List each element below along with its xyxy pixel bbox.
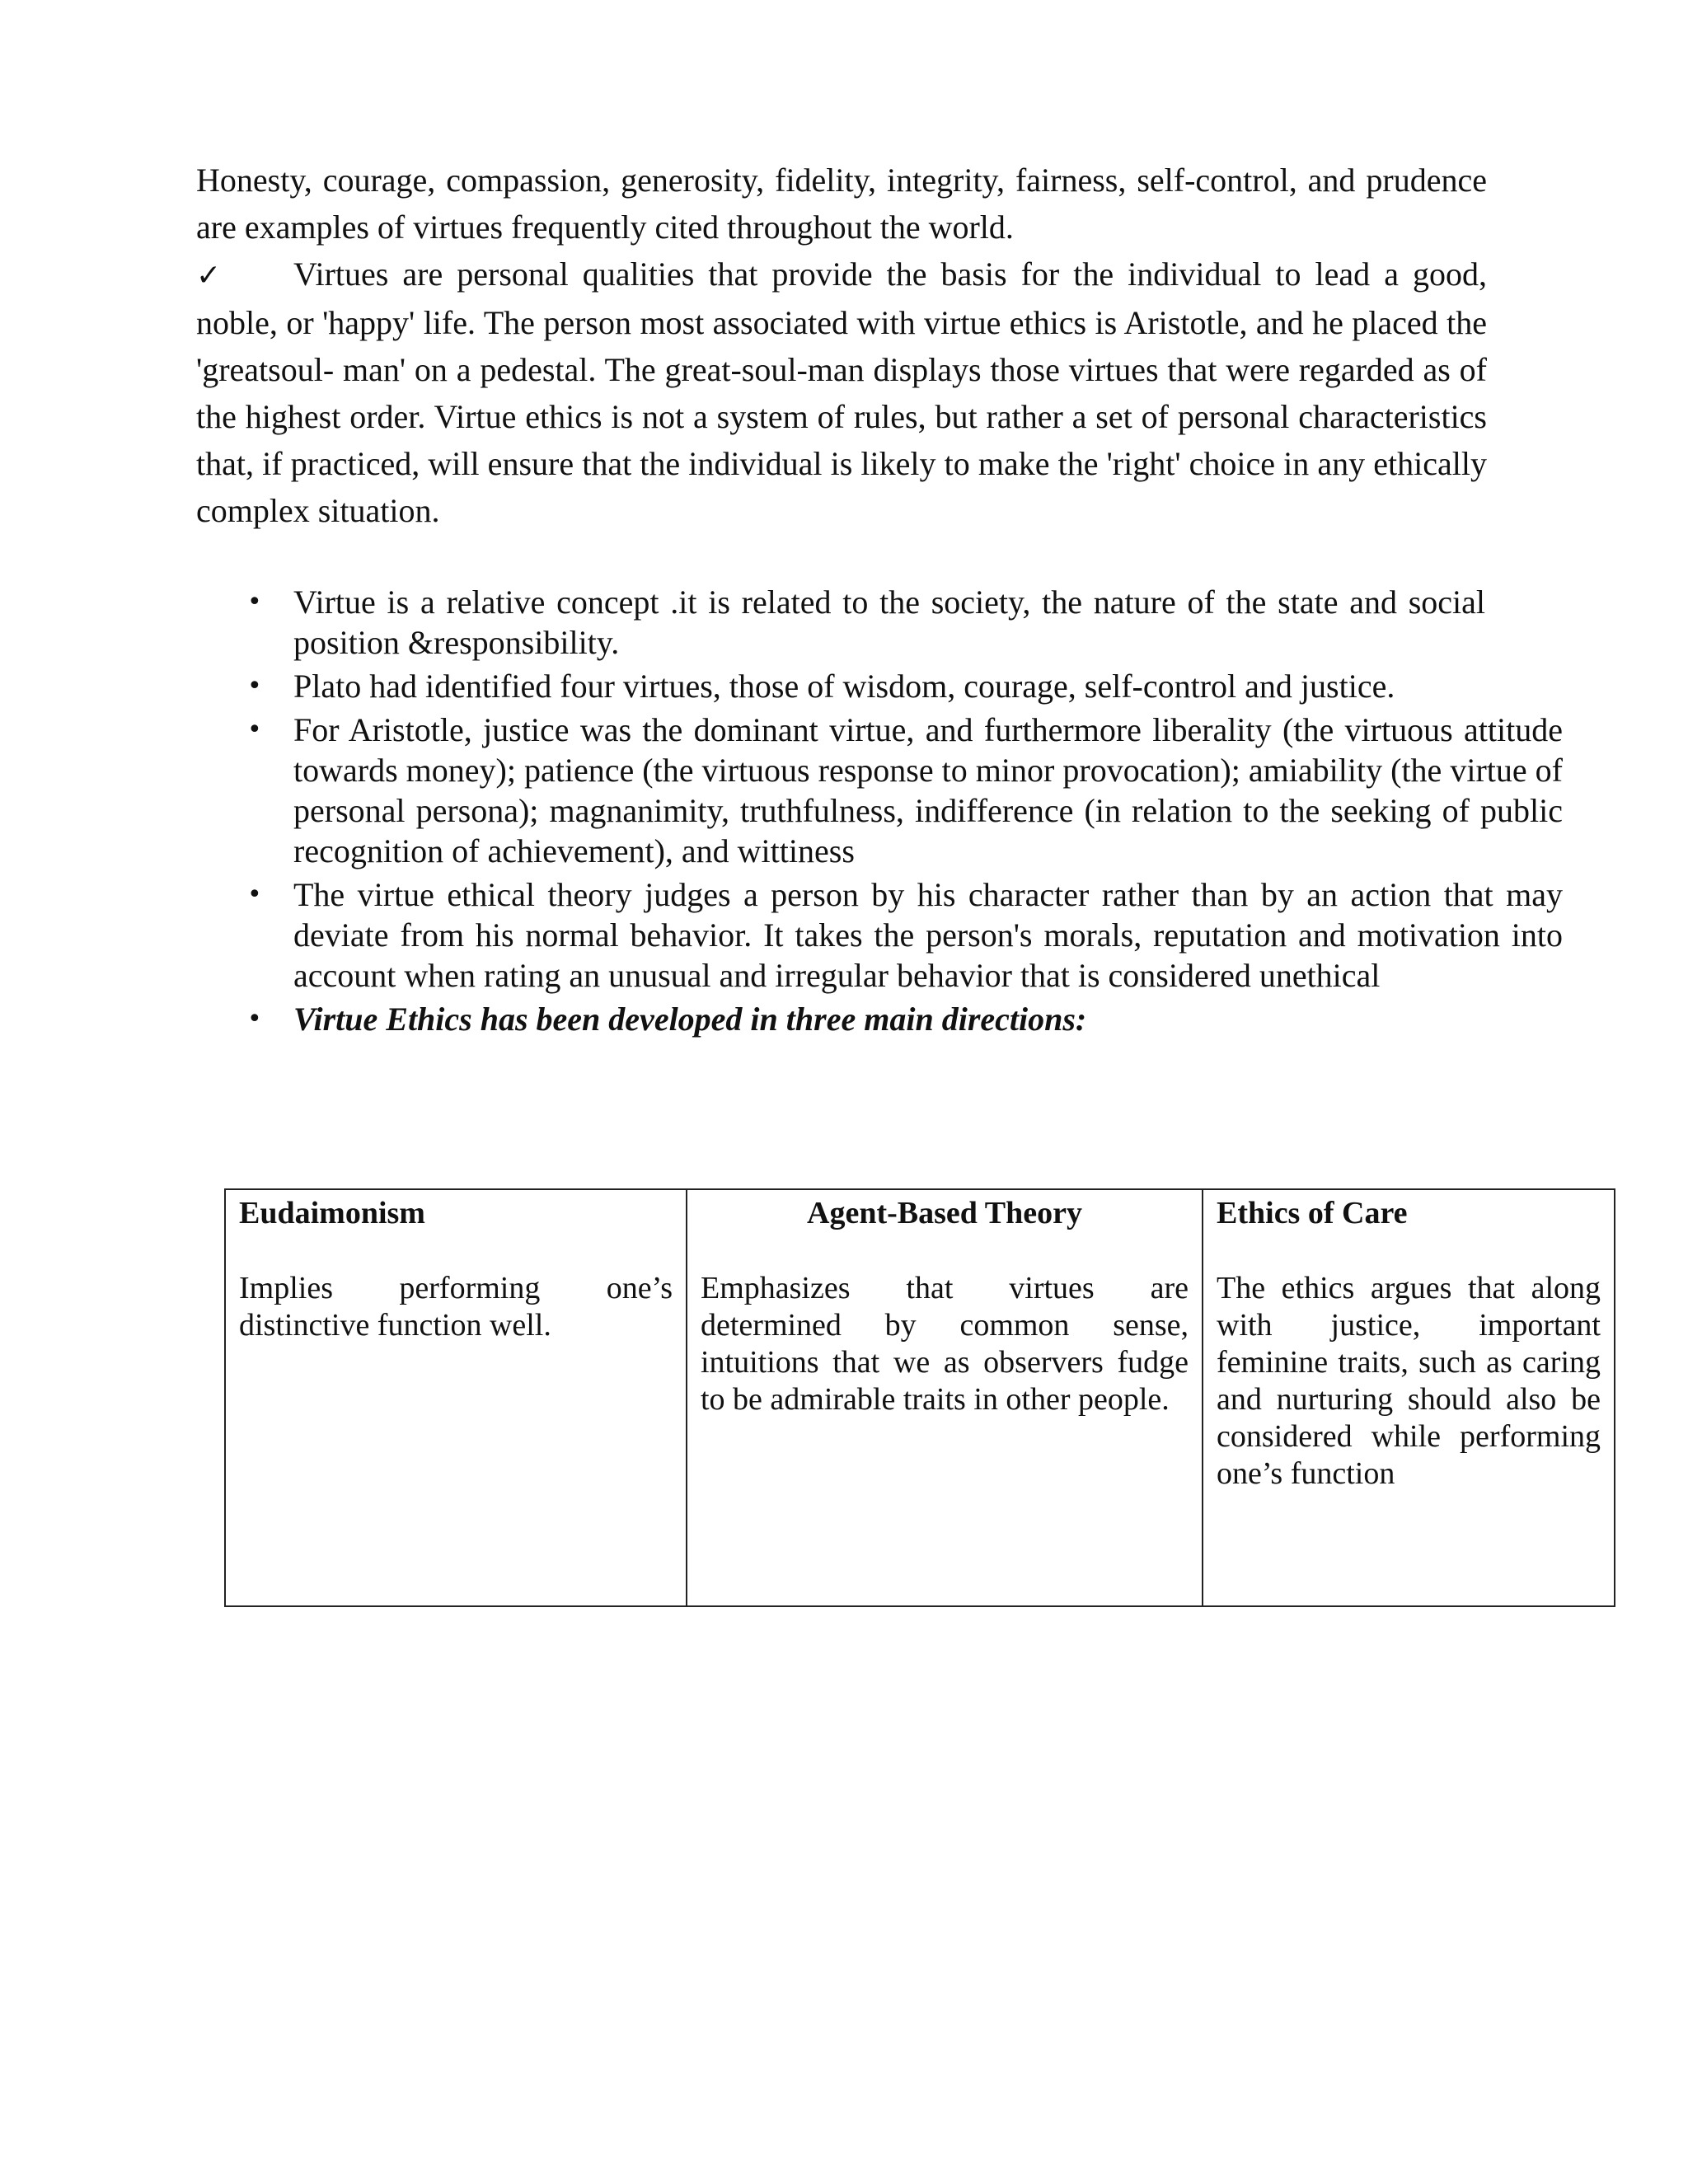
table-cell-eudaimonism	[225, 1189, 687, 1606]
column-text: Implies performing one’s distinctive function well.	[239, 1271, 673, 1343]
column-text: Emphasizes that virtues are determined by common sense, intuitions that we as observers fudge to be admirable traits in other people.	[701, 1271, 1189, 1417]
list-item	[196, 999, 1563, 1039]
table-cell-ethics-of-care	[1203, 1189, 1615, 1606]
column-heading: Eudaimonism	[239, 1196, 425, 1230]
bullet-icon: •	[247, 588, 262, 616]
list-item-text: Plato had identified four virtues, those of wisdom, courage, self-control and justice.	[293, 668, 1395, 705]
column-text: The ethics argues that along with justice, important feminine traits, such as caring and nurturing should also be considered while performing one’s function	[1217, 1271, 1601, 1491]
intro-paragraph: Honesty, courage, compassion, generosity, fidelity, integrity, fairness, self-control, and prudence are examples of virtues frequently cited throughout the world.	[196, 162, 1487, 246]
list-item	[196, 582, 1563, 663]
checkmark-icon: ✓	[196, 259, 222, 293]
directions-table	[224, 1188, 1615, 1607]
table-row	[225, 1189, 1615, 1606]
bullet-icon: •	[247, 1005, 262, 1033]
column-heading: Agent-Based Theory	[807, 1196, 1082, 1230]
virtues-paragraph	[196, 251, 1487, 534]
list-item-text: Virtue is a relative concept .it is related to the society, the nature of the state and social position &responsibility.	[293, 583, 1485, 661]
bullet-icon: •	[247, 672, 262, 701]
list-item	[196, 666, 1563, 706]
bullet-list	[196, 582, 1563, 1043]
virtues-paragraph-text: Virtues are personal qualities that provide the basis for the individual to lead a good, noble, or 'happy' life. The person most associated with virtue ethics is Aristotle, and he placed the 'greatsoul- man' on a pedestal. The great-soul-man displays those virtues that were regarded as of the highest order. Virtue ethics is not a system of rules, but rather a set of personal characteristics that, if practiced, will ensure that the individual is likely to make the 'right' choice in any ethically complex situation.	[196, 255, 1487, 529]
list-item-text: The virtue ethical theory judges a person by his character rather than by an action that may deviate from his normal behavior. It takes the person's morals, reputation and motivation into account when rating an unusual and irregular behavior that is considered unethical	[293, 876, 1563, 994]
table-cell-agent-based-theory	[687, 1189, 1203, 1606]
bullet-icon: •	[247, 880, 262, 909]
list-item	[196, 710, 1563, 871]
list-item	[196, 874, 1563, 996]
column-heading: Ethics of Care	[1217, 1196, 1408, 1230]
bullet-icon: •	[247, 715, 262, 744]
list-item-text: Virtue Ethics has been developed in three main directions:	[293, 1001, 1087, 1038]
list-item-text: For Aristotle, justice was the dominant virtue, and furthermore liberality (the virtuous attitude towards money); patience (the virtuous response to minor provocation); amiability (the virtue of personal persona); magnanimity, truthfulness, indifference (in relation to the seeking of public recognition of achievement), and wittiness	[293, 711, 1563, 869]
